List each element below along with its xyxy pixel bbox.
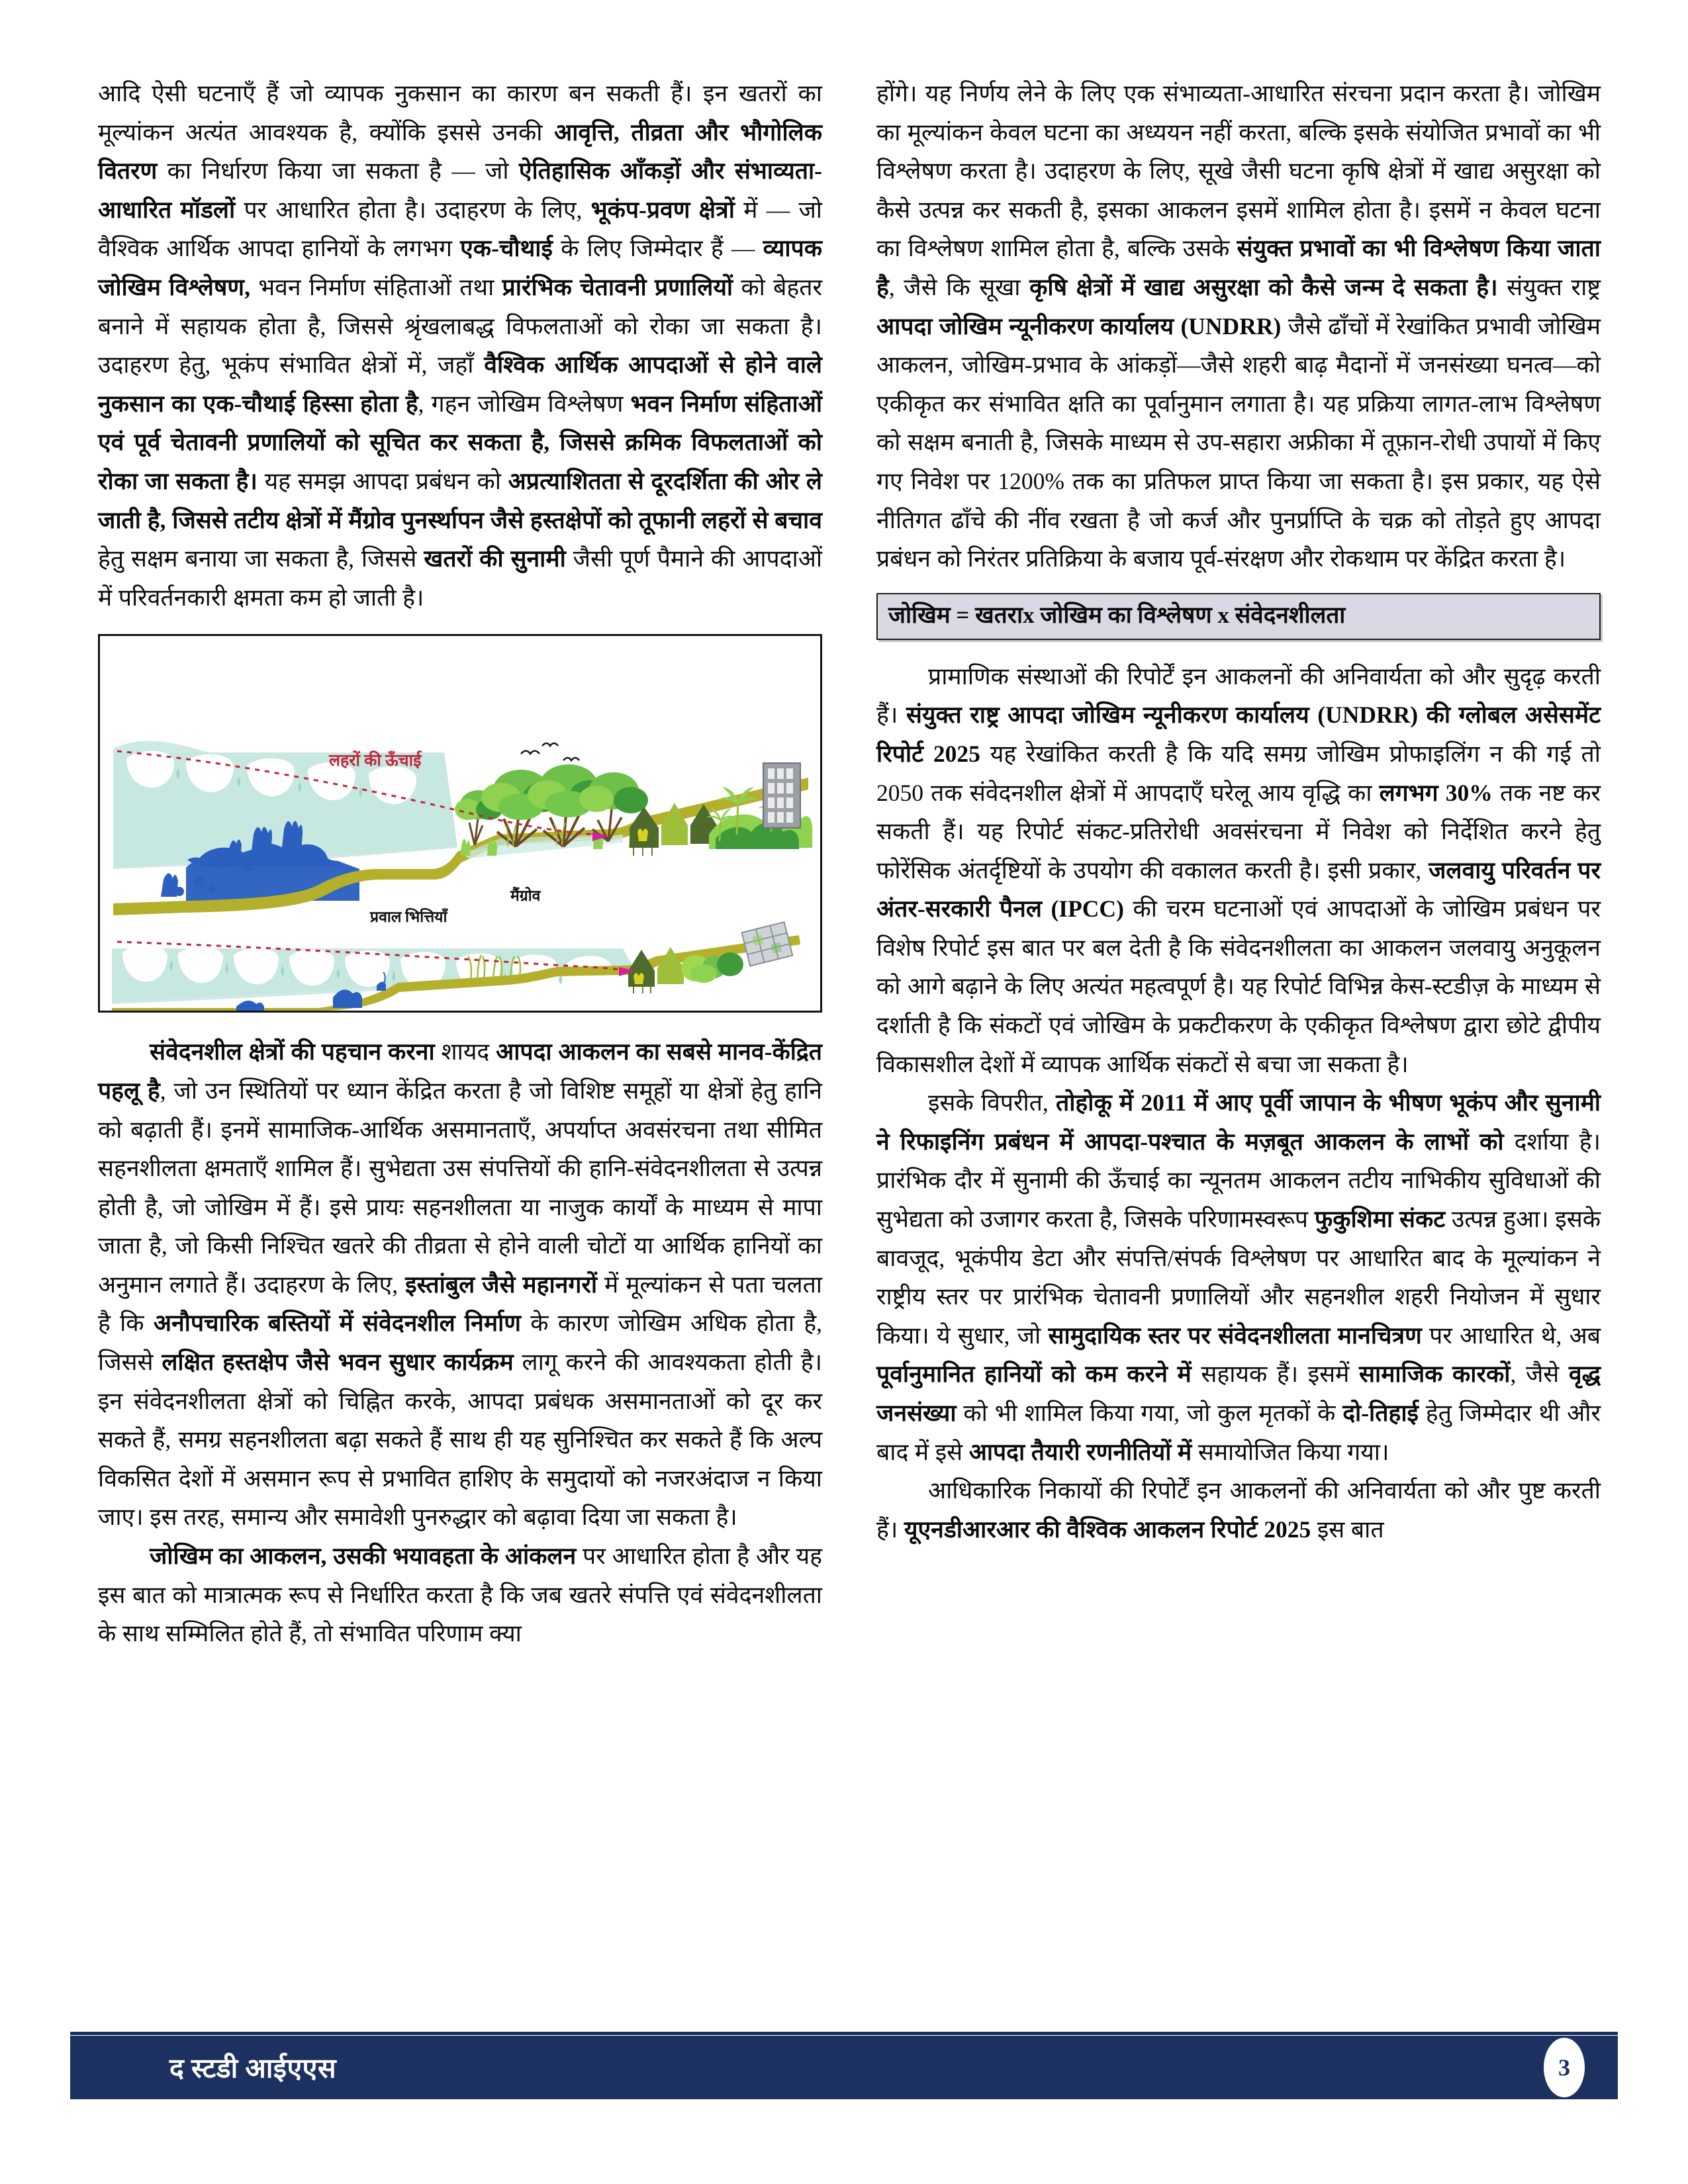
emphasis-run: लक्षित हस्तक्षेप जैसे भवन सुधार कार्यक्रम xyxy=(162,1349,514,1376)
emphasis-run: यूएनडीआरआर की वैश्विक आकलन रिपोर्ट 2025 xyxy=(904,1516,1311,1543)
text-run: हेतु सक्षम बनाया जा सकता है, जिससे xyxy=(98,545,424,572)
text-run: तक नष्ट कर सकती हैं। यह रिपोर्ट संकट-प्रतिरोधी अवसंरचना में निवेश को निर्देशित करने हेतु फोरेंसिक अंतर्दृष्टियों के उपयोग की वकालत करती है। इसी प्रकार, xyxy=(876,779,1601,884)
emphasis-run: आपदा तैयारी रणनीतियों में xyxy=(968,1438,1192,1465)
emphasis-run: तूफानी लहरों से बचाव xyxy=(638,506,822,533)
paragraph-right-1 xyxy=(876,74,1601,578)
emphasis-run: वैश्विक आर्थिक आपदाओं से होने वाले नुकसान का एक-चौथाई हिस्सा होता है xyxy=(98,351,823,417)
emphasis-run: भूकंप-प्रवण क्षेत्रों xyxy=(590,196,735,223)
text-run: पर आधारित होता है और यह इस बात को मात्रात्मक रूप से निर्धारित करता है कि जब खतरे संपत्ति एवं संवेदनशीलता के साथ सम्मिलित होते हैं, तो संभावित परिणाम क्या xyxy=(98,1543,822,1647)
text-run: , जो उन स्थितियों पर ध्यान केंद्रित करता है जो विशिष्ट समूहों या क्षेत्रों हेतु हानि को बढ़ाती हैं। इनमें सामाजिक-आर्थिक असमानताएँ, अपर्याप्त अवसंरचना तथा सीमित सहनशीलता क्षमताएँ शामिल हैं। सुभेद्यता उस संपत्तियों की हानि-संवेदनशीलता से उत्पन्न होती है, जो जोखिम में हैं। इसे प्रायः सहनशीलता या नाजुक कार्यों के माध्यम से मापा जाता है, जो किसी निश्चित खतरे की तीव्रता से होने वाली चोटों या आर्थिक हानियों का अनुमान लगाते हैं। उदाहरण के लिए, xyxy=(98,1077,822,1298)
left-column xyxy=(98,74,822,2013)
text-run: , जैसे कि सूखा xyxy=(888,273,1030,300)
text-run: में मूल्यांकन से पता चलता है कि xyxy=(98,1271,822,1337)
emphasis-run: दो-तिहाई xyxy=(1342,1400,1419,1426)
text-run: भवन निर्माण संहिताओं तथा xyxy=(250,273,502,300)
text-run: समायोजित किया गया। xyxy=(1192,1438,1389,1465)
text-run: पर आधारित होता है। उदाहरण के लिए, xyxy=(235,196,591,223)
text-run: सहायक हैं। इसमें xyxy=(1191,1361,1360,1388)
text-run: , जैसे xyxy=(1510,1361,1569,1388)
label-wave-height: लहरों की ऊँचाई xyxy=(329,752,422,770)
emphasis-run: वृद्ध जनसंख्या xyxy=(876,1361,1601,1426)
emphasis-run: आपदा जोखिम न्यूनीकरण कार्यालय (UNDRR) xyxy=(876,312,1282,340)
footer-top-rule xyxy=(70,2032,1618,2035)
emphasis-run: अनौपचारिक बस्तियों में संवेदनशील निर्माण xyxy=(153,1310,521,1337)
text-run: को भी शामिल किया गया, जो कुल मृतकों के xyxy=(956,1400,1343,1426)
text-run: प्रामाणिक संस्थाओं की रिपोर्टें इन आकलनों की अनिवार्यता को और सुदृढ़ करती हैं। xyxy=(876,662,1601,729)
paragraph-left-1 xyxy=(98,74,822,617)
text-run: के लिए जिम्मेदार हैं — xyxy=(552,235,763,262)
text-run: आदि ऐसी घटनाएँ हैं जो व्यापक नुकसान का कारण बन सकती हैं। इन खतरों का मूल्यांकन अत्यंत आवश्यक है, क्योंकि इससे उनकी xyxy=(98,80,822,146)
text-run: जैसे ढाँचों में रेखांकित प्रभावी जोखिम आकलन, जोखिम-प्रभाव के आंकड़ों—जैसे शहरी बाढ़ मैदानों में जनसंख्या घनत्व—को एकीकृत कर संभावित क्षति का पूर्वानुमान लगाता है। यह प्रक्रिया लागत-लाभ विश्लेषण को सक्षम बनाती है, जिसके माध्यम से उप-सहारा अफ्रीका में तूफ़ान-रोधी उपायों में किए गए निवेश पर 1200% तक का प्रतिफल प्राप्त किया जा सकता है। इस प्रकार, यह ऐसे नीतिगत ढाँचे की नींव रखता है जो कर्ज और पुनर्प्राप्ति के चक्र को तोड़ते हुए आपदा प्रबंधन को निरंतर प्रतिक्रिया के बजाय पूर्व-संरक्षण और रोकथाम पर केंद्रित करता है। xyxy=(876,312,1601,572)
page-number-text: 3 xyxy=(1558,2054,1570,2081)
emphasis-run: प्रारंभिक चेतावनी प्रणालियों xyxy=(502,273,733,300)
page-footer xyxy=(0,2036,1688,2099)
emphasis-run: लगभग 30% xyxy=(1379,779,1493,806)
text-run: के कारण जोखिम अधिक होता है, जिससे xyxy=(98,1310,822,1376)
emphasis-run: एक-चौथाई xyxy=(460,235,553,262)
text-run: आधिकारिक निकायों की रिपोर्टें इन आकलनों की अनिवार्यता को और पुष्ट करती हैं। xyxy=(876,1477,1601,1543)
right-column xyxy=(876,74,1601,2013)
illustration-svg xyxy=(100,636,820,1011)
coastal-protection-illustration xyxy=(98,634,822,1013)
text-run: इस बात xyxy=(1311,1516,1384,1543)
emphasis-run: आपदा आकलन का सबसे मानव-केंद्रित पहलू है xyxy=(98,1038,822,1104)
paragraph-right-3 xyxy=(876,1083,1601,1471)
emphasis-run: संयुक्त प्रभावों का भी विश्लेषण किया जाता है xyxy=(876,235,1601,300)
text-run: इसके विपरीत, xyxy=(928,1089,1056,1116)
text-run: लागू करने की आवश्यकता होती है। इन संवेदनशीलता क्षेत्रों को चिह्नित करके, आपदा प्रबंधक असमानताओं को दूर कर सकते हैं, समग्र सहनशीलता बढ़ा सकते हैं साथ ही यह सुनिश्चित कर सकते हैं कि अल्प विकसित देशों में असमान रूप से प्रभावित हाशिए के समुदायों को नजरअंदाज न किया जाए। इस तरह, समान्य और समावेशी पुनरुद्धार को बढ़ावा दिया जा सकता है। xyxy=(98,1349,822,1531)
page-number-badge xyxy=(1544,2038,1585,2097)
text-run: दर्शाया है। प्रारंभिक दौर में सुनामी की ऊँचाई का न्यूनतम आकलन तटीय नाभिकीय सुविधाओं की सुभेद्यता को उजागर करता है, जिसके परिणामस्वरूप xyxy=(876,1128,1601,1233)
emphasis-run: भवन निर्माण संहिताओं एवं पूर्व चेतावनी प्रणालियों को सूचित कर सकता है, जिससे क्रमिक विफलताओं को रोका जा सकता है। xyxy=(98,390,822,494)
footer-bar xyxy=(70,2036,1618,2099)
text-run: शायद xyxy=(434,1038,496,1066)
two-column-body xyxy=(98,74,1601,2013)
emphasis-run: कृषि क्षेत्रों में खाद्य असुरक्षा को कैसे जन्म दे सकता है। xyxy=(1029,273,1498,300)
text-run: होंगे। यह निर्णय लेने के लिए एक संभाव्यता-आधारित संरचना प्रदान करता है। जोखिम का मूल्यांकन केवल घटना का अध्ययन नहीं करता, बल्कि इसके संयोजित प्रभावों का भी विश्लेषण करता है। उदाहरण के लिए, सूखे जैसी घटना कृषि क्षेत्रों में खाद्य असुरक्षा को कैसे उत्पन्न कर सकती है, इसका आकलन इसमें शामिल होता है। इसमें न केवल घटना का विश्लेषण शामिल होता है, बल्कि उसके xyxy=(876,80,1601,262)
emphasis-run: आवृत्ति, तीव्रता और भौगोलिक वितरण xyxy=(98,118,822,185)
emphasis-run: सामाजिक कारकों xyxy=(1359,1361,1511,1388)
paragraph-right-4 xyxy=(876,1471,1601,1549)
text-run: हेतु जिम्मेदार थी और बाद में इसे xyxy=(876,1400,1601,1465)
text-run: की चरम घटनाओं एवं आपदाओं के जोखिम प्रबंधन पर विशेष रिपोर्ट इस बात पर बल देती है कि संवेदनशीलता का आकलन जलवायु अनुकूलन को आगे बढ़ाने के लिए अत्यंत महत्वपूर्ण है। यह रिपोर्ट विभिन्न केस-स्टडीज़ के माध्यम से दर्शाती है कि संकटों एवं जोखिम के प्रकटीकरण के एकीकृत विश्लेषण द्वारा छोटे द्वीपीय विकासशील देशों में व्यापक आर्थिक संकटों से बचा जा सकता है। xyxy=(876,895,1601,1077)
text-run: यह रेखांकित करती है कि यदि समग्र जोखिम प्रोफाइलिंग न की गई तो 2050 तक संवेदनशील क्षेत्रों में आपदाएँ घरेलू आय वृद्धि का xyxy=(876,740,1601,806)
emphasis-run: अप्रत्याशितता से दूरदर्शिता की ओर ले जाती है, जिससे तटीय क्षेत्रों में मैंग्रोव पुनर्स्थापन जैसे हस्तक्षेपों को xyxy=(98,467,822,533)
label-coral-reefs: प्रवाल भित्तियाँ xyxy=(370,909,447,926)
text-run: संयुक्त राष्ट्र xyxy=(1497,273,1601,300)
paragraph-left-3 xyxy=(98,1537,822,1653)
emphasis-run: ऐतिहासिक आँकड़ों और संभाव्यता-आधारित मॉडलों xyxy=(98,158,822,223)
emphasis-run: संवेदनशील क्षेत्रों की पहचान करना xyxy=(150,1038,435,1066)
emphasis-run: खतरों की सुनामी xyxy=(424,545,566,572)
text-run: जैसी पूर्ण पैमाने की आपदाओं में परिवर्तनकारी क्षमता कम हो जाती है। xyxy=(98,545,822,611)
text-run: में — जो वैश्विक आर्थिक आपदा हानियों के लगभग xyxy=(98,196,822,262)
label-mangrove: मैंग्रोव xyxy=(510,887,541,905)
text-run: पर आधारित थे, अब xyxy=(1421,1322,1601,1349)
text-run: उत्पन्न हुआ। इसके बावजूद, भूकंपीय डेटा और संपत्ति/संपर्क विश्लेषण पर आधारित बाद के मूल्यांकन ने राष्ट्रीय स्तर पर प्रारंभिक चेतावनी प्रणालियों और सहनशील शहरी नियोजन में सुधार किया। ये सुधार, जो xyxy=(876,1206,1601,1349)
risk-formula-box xyxy=(876,593,1601,640)
text-run: यह समझ आपदा प्रबंधन को xyxy=(257,467,508,494)
emphasis-run: तोहोकू में 2011 में आए पूर्वी जापान के भीषण भूकंप और सुनामी ने रिफाइनिंग प्रबंधन में आपदा-पश्चात के मज़बूत आकलन के लाभों को xyxy=(876,1089,1601,1155)
paragraph-left-2 xyxy=(98,1032,822,1537)
paragraph-right-2 xyxy=(876,657,1601,1084)
emphasis-run: जोखिम का आकलन, उसकी भयावहता के आंकलन xyxy=(150,1543,577,1570)
emphasis-run: फुकुशिमा संकट xyxy=(1314,1206,1446,1233)
emphasis-run: पूर्वानुमानित हानियों को कम करने में xyxy=(876,1361,1192,1388)
text-run: का निर्धारण किया जा सकता है — जो xyxy=(157,158,519,185)
emphasis-run: इस्तांबुल जैसे महानगरों xyxy=(405,1271,598,1298)
emphasis-run: जलवायु परिवर्तन पर अंतर-सरकारी पैनल (IPCC) xyxy=(876,856,1601,923)
emphasis-run: व्यापक जोखिम विश्लेषण, xyxy=(98,235,822,300)
footer-brand-name: द स्टडी आईएएस xyxy=(169,2053,337,2083)
text-run: को बेहतर बनाने में सहायक होता है, जिससे श्रृंखलाबद्ध विफलताओं को रोका जा सकता है। उदाहरण हेतु, भूकंप संभावित क्षेत्रों में, जहाँ xyxy=(98,273,822,379)
emphasis-run: संयुक्त राष्ट्र आपदा जोखिम न्यूनीकरण कार्यालय (UNDRR) की ग्लोबल असेसमेंट रिपोर्ट 2025 xyxy=(876,702,1601,767)
apartment-building xyxy=(763,763,800,828)
text-run: , गहन जोखिम विश्लेषण xyxy=(418,390,631,417)
emphasis-run: सामुदायिक स्तर पर संवेदनशीलता मानचित्रण xyxy=(1048,1322,1422,1349)
risk-formula-text: जोखिम = खतराx जोखिम का विश्लेषण x संवेदनशीलता xyxy=(888,602,1346,628)
